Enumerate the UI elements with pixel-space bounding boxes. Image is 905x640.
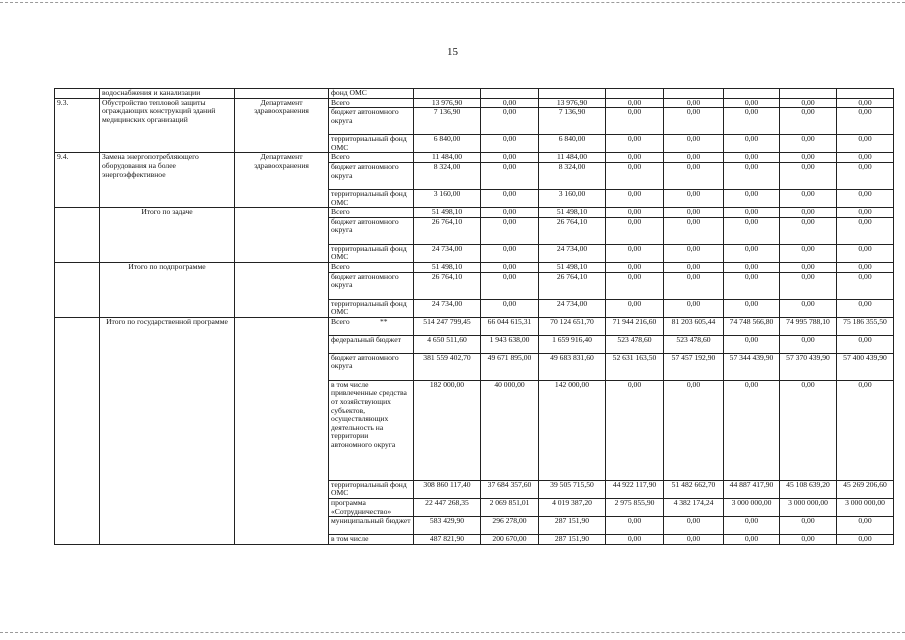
cell-amount: 0,00	[664, 262, 724, 272]
cell-amount: 24 734,00	[414, 244, 481, 262]
cell-amount: 0,00	[664, 244, 724, 262]
cell-amount: 487 821,90	[414, 535, 481, 545]
cell-amount: 0,00	[780, 244, 837, 262]
cell-amount: 142 000,00	[539, 380, 606, 480]
cell-amount: 0,00	[664, 217, 724, 244]
cell-amount: 57 370 439,90	[780, 353, 837, 380]
cell-amount: 0,00	[606, 208, 664, 218]
cell-amount: 51 498,10	[414, 208, 481, 218]
cell-amount: 0,00	[606, 108, 664, 135]
cell-amount: 8 324,00	[414, 162, 481, 189]
cell-funding-source: бюджет автономного округа	[329, 217, 414, 244]
cell-amount: 0,00	[780, 108, 837, 135]
cell-amount: 57 400 439,90	[837, 353, 894, 380]
cell-amount: 0,00	[481, 217, 539, 244]
cell-funding-source: программа «Сотрудничество»	[329, 498, 414, 516]
cell-amount: 0,00	[837, 335, 894, 353]
cell-amount: 44 887 417,90	[724, 480, 780, 498]
cell-amount: 26 764,10	[414, 272, 481, 299]
cell-amount: 0,00	[606, 98, 664, 108]
cell-amount: 13 976,90	[414, 98, 481, 108]
table-row	[55, 98, 894, 108]
cell-amount: 583 429,90	[414, 517, 481, 535]
cell-amount: 0,00	[780, 162, 837, 189]
cell-amount: 0,00	[481, 108, 539, 135]
cell-amount: 22 447 268,35	[414, 498, 481, 516]
cell-amount: 0,00	[664, 108, 724, 135]
cell-funding-source: муниципальный бюджет	[329, 517, 414, 535]
cell-amount: 0,00	[724, 299, 780, 317]
cell-amount: 0,00	[837, 108, 894, 135]
cell-amount: 44 922 117,90	[606, 480, 664, 498]
cell-amount: 0,00	[664, 272, 724, 299]
cell-amount: 4 650 511,60	[414, 335, 481, 353]
cell-amount: 75 186 355,50	[837, 317, 894, 335]
cell-amount: 74 995 788,10	[780, 317, 837, 335]
cell-amount: 0,00	[780, 153, 837, 163]
cell-amount: 0,00	[780, 135, 837, 153]
cell-amount: 6 840,00	[414, 135, 481, 153]
cell-amount: 308 860 117,40	[414, 480, 481, 498]
cell-amount: 51 498,10	[539, 208, 606, 218]
cell-funding-source: бюджет автономного округа	[329, 162, 414, 189]
cell-amount: 0,00	[837, 162, 894, 189]
table-row	[55, 317, 894, 335]
cell-funding-source: Всего	[329, 262, 414, 272]
cell-item-number	[55, 262, 100, 317]
cell-amount: 0,00	[780, 535, 837, 545]
cell-amount: 0,00	[606, 272, 664, 299]
cell-amount: 0,00	[837, 153, 894, 163]
cell-amount: 0,00	[664, 189, 724, 207]
cell-item-number: 9.3.	[55, 98, 100, 153]
cell-amount: 57 344 439,90	[724, 353, 780, 380]
budget-table	[54, 88, 894, 545]
cell-amount: 0,00	[606, 217, 664, 244]
cell-funding-source: территориальный фонд ОМС	[329, 480, 414, 498]
cell-amount: 0,00	[837, 299, 894, 317]
cell-amount: 0,00	[724, 98, 780, 108]
cell-amount: 0,00	[481, 135, 539, 153]
cell-amount: 70 124 651,70	[539, 317, 606, 335]
cell-amount: 0,00	[780, 272, 837, 299]
cell-amount: 0,00	[837, 208, 894, 218]
cell-amount: 0,00	[606, 299, 664, 317]
cell-amount: 45 269 206,60	[837, 480, 894, 498]
cell-amount: 7 136,90	[539, 108, 606, 135]
cell-amount: 52 631 163,50	[606, 353, 664, 380]
cell-measure-name: Замена энергопотребляющего оборудования на более энергоэффективное	[100, 153, 235, 208]
table-row	[55, 153, 894, 163]
cell-amount: 1 943 638,00	[481, 335, 539, 353]
cell-amount: 287 151,90	[539, 535, 606, 545]
cell-amount: 0,00	[837, 135, 894, 153]
cell-amount: 0,00	[837, 535, 894, 545]
cell-funding-source: территориальный фонд ОМС	[329, 299, 414, 317]
cell-responsible-org: Департамент здравоохранения	[235, 98, 329, 153]
cell-measure-name: водоснабжения и канализации	[100, 89, 235, 99]
cell-amount: 0,00	[724, 153, 780, 163]
cell-funding-source: федеральный бюджет	[329, 335, 414, 353]
cell-funding-source: Всего	[329, 208, 414, 218]
cell-amount: 0,00	[606, 153, 664, 163]
cell-amount: 523 478,60	[606, 335, 664, 353]
cell-amount: 37 684 357,60	[481, 480, 539, 498]
cell-amount: 24 734,00	[414, 299, 481, 317]
cell-amount: 0,00	[780, 335, 837, 353]
cell-amount: 0,00	[724, 380, 780, 480]
cell-item-number: 9.4.	[55, 153, 100, 208]
cell-funding-source: Всего **	[329, 317, 414, 335]
cell-amount: 74 748 566,80	[724, 317, 780, 335]
cell-amount: 81 203 605,44	[664, 317, 724, 335]
cell-funding-source: Всего	[329, 98, 414, 108]
cell-amount: 0,00	[606, 517, 664, 535]
cell-amount: 0,00	[780, 98, 837, 108]
cell-amount: 0,00	[481, 244, 539, 262]
cell-amount: 11 484,00	[539, 153, 606, 163]
cell-amount: 0,00	[837, 272, 894, 299]
cell-amount: 0,00	[606, 135, 664, 153]
cell-amount: 0,00	[481, 272, 539, 299]
cell-item-number	[55, 317, 100, 544]
cell-amount: 0,00	[724, 262, 780, 272]
cell-amount: 3 160,00	[414, 189, 481, 207]
cell-amount	[780, 89, 837, 99]
cell-amount	[539, 89, 606, 99]
cell-amount: 26 764,10	[414, 217, 481, 244]
cell-amount: 45 108 639,20	[780, 480, 837, 498]
cell-amount	[664, 89, 724, 99]
cell-amount: 0,00	[481, 189, 539, 207]
cell-amount: 0,00	[481, 262, 539, 272]
page-number: 15	[447, 46, 458, 58]
cell-amount: 39 505 715,50	[539, 480, 606, 498]
cell-amount: 0,00	[664, 535, 724, 545]
cell-amount: 0,00	[837, 517, 894, 535]
cell-amount	[724, 89, 780, 99]
cell-amount: 0,00	[780, 517, 837, 535]
cell-amount: 24 734,00	[539, 299, 606, 317]
cell-amount: 0,00	[837, 189, 894, 207]
cell-amount	[481, 89, 539, 99]
cell-amount: 0,00	[724, 162, 780, 189]
cell-amount: 51 498,10	[414, 262, 481, 272]
cell-funding-source: в том числе привлеченные средства от хозяйствующих субъектов, осуществляющих деятельность на территории автономного округа	[329, 380, 414, 480]
cell-amount: 3 000 000,00	[724, 498, 780, 516]
cell-amount: 0,00	[606, 244, 664, 262]
cell-amount: 3 000 000,00	[837, 498, 894, 516]
cell-item-number	[55, 89, 100, 99]
cell-amount: 0,00	[481, 153, 539, 163]
cell-amount: 0,00	[606, 262, 664, 272]
cell-amount: 0,00	[664, 98, 724, 108]
cell-amount: 0,00	[724, 244, 780, 262]
cell-amount: 182 000,00	[414, 380, 481, 480]
table-row	[55, 262, 894, 272]
cell-funding-source: бюджет автономного округа	[329, 108, 414, 135]
cell-amount: 287 151,90	[539, 517, 606, 535]
cell-responsible-org	[235, 317, 329, 544]
cell-amount: 3 160,00	[539, 189, 606, 207]
cell-amount: 49 671 895,00	[481, 353, 539, 380]
cell-amount: 0,00	[780, 262, 837, 272]
cell-amount: 0,00	[724, 272, 780, 299]
cell-measure-name: Итого по задаче	[100, 208, 235, 263]
cell-amount: 0,00	[664, 208, 724, 218]
cell-amount: 0,00	[664, 135, 724, 153]
cell-amount: 0,00	[724, 208, 780, 218]
scan-bottom-edge	[0, 632, 905, 633]
cell-responsible-org	[235, 208, 329, 263]
cell-responsible-org	[235, 262, 329, 317]
cell-amount: 381 559 402,70	[414, 353, 481, 380]
table-row	[55, 208, 894, 218]
cell-amount: 0,00	[481, 162, 539, 189]
cell-funding-source: фонд ОМС	[329, 89, 414, 99]
cell-amount: 11 484,00	[414, 153, 481, 163]
cell-amount: 8 324,00	[539, 162, 606, 189]
cell-amount: 13 976,90	[539, 98, 606, 108]
cell-responsible-org: Департамент здравоохранения	[235, 153, 329, 208]
cell-amount: 26 764,10	[539, 272, 606, 299]
cell-amount: 0,00	[481, 208, 539, 218]
cell-amount: 0,00	[664, 153, 724, 163]
cell-responsible-org	[235, 89, 329, 99]
cell-amount: 0,00	[780, 208, 837, 218]
cell-amount: 0,00	[780, 380, 837, 480]
cell-amount: 0,00	[481, 299, 539, 317]
scan-top-edge	[0, 2, 905, 3]
cell-amount: 40 000,00	[481, 380, 539, 480]
cell-amount: 0,00	[724, 335, 780, 353]
cell-amount: 6 840,00	[539, 135, 606, 153]
cell-measure-name: Итого по подпрограмме	[100, 262, 235, 317]
cell-amount: 0,00	[664, 380, 724, 480]
cell-amount: 66 044 615,31	[481, 317, 539, 335]
cell-measure-name: Итого по государственной программе	[100, 317, 235, 544]
cell-amount	[606, 89, 664, 99]
cell-funding-source: территориальный фонд ОМС	[329, 189, 414, 207]
cell-measure-name: Обустройство тепловой защиты ограждающих конструкций зданий медицинских организаций	[100, 98, 235, 153]
cell-amount: 7 136,90	[414, 108, 481, 135]
cell-amount: 0,00	[724, 535, 780, 545]
cell-amount: 523 478,60	[664, 335, 724, 353]
cell-amount: 0,00	[780, 189, 837, 207]
cell-amount: 0,00	[606, 162, 664, 189]
cell-funding-source: бюджет автономного округа	[329, 353, 414, 380]
cell-amount: 0,00	[837, 244, 894, 262]
cell-amount: 0,00	[724, 517, 780, 535]
cell-amount: 0,00	[724, 189, 780, 207]
cell-amount: 0,00	[837, 262, 894, 272]
cell-amount: 0,00	[780, 299, 837, 317]
cell-amount: 51 482 662,70	[664, 480, 724, 498]
cell-amount: 0,00	[724, 135, 780, 153]
cell-amount: 0,00	[606, 535, 664, 545]
cell-amount: 4 019 387,20	[539, 498, 606, 516]
cell-amount: 296 278,00	[481, 517, 539, 535]
cell-amount: 0,00	[481, 98, 539, 108]
cell-amount: 51 498,10	[539, 262, 606, 272]
cell-amount: 0,00	[724, 217, 780, 244]
cell-amount: 2 975 855,90	[606, 498, 664, 516]
cell-amount: 0,00	[837, 380, 894, 480]
cell-amount: 1 659 916,40	[539, 335, 606, 353]
cell-amount: 0,00	[837, 98, 894, 108]
cell-amount: 514 247 799,45	[414, 317, 481, 335]
cell-amount: 0,00	[606, 380, 664, 480]
cell-amount: 0,00	[664, 299, 724, 317]
cell-amount: 26 764,10	[539, 217, 606, 244]
cell-amount: 200 670,00	[481, 535, 539, 545]
cell-amount: 0,00	[606, 189, 664, 207]
cell-amount: 57 457 192,90	[664, 353, 724, 380]
cell-funding-source: Всего	[329, 153, 414, 163]
cell-amount: 2 069 851,01	[481, 498, 539, 516]
cell-funding-source: территориальный фонд ОМС	[329, 135, 414, 153]
cell-amount: 0,00	[664, 162, 724, 189]
cell-amount: 0,00	[664, 517, 724, 535]
cell-amount: 4 382 174,24	[664, 498, 724, 516]
cell-amount: 24 734,00	[539, 244, 606, 262]
cell-funding-source: территориальный фонд ОМС	[329, 244, 414, 262]
cell-amount: 0,00	[837, 217, 894, 244]
cell-amount: 3 000 000,00	[780, 498, 837, 516]
cell-amount	[414, 89, 481, 99]
cell-amount: 71 944 216,60	[606, 317, 664, 335]
cell-amount	[837, 89, 894, 99]
cell-amount: 0,00	[724, 108, 780, 135]
cell-funding-source: бюджет автономного округа	[329, 272, 414, 299]
cell-item-number	[55, 208, 100, 263]
cell-funding-source: в том числе	[329, 535, 414, 545]
table-row	[55, 89, 894, 99]
cell-amount: 49 683 831,60	[539, 353, 606, 380]
cell-amount: 0,00	[780, 217, 837, 244]
